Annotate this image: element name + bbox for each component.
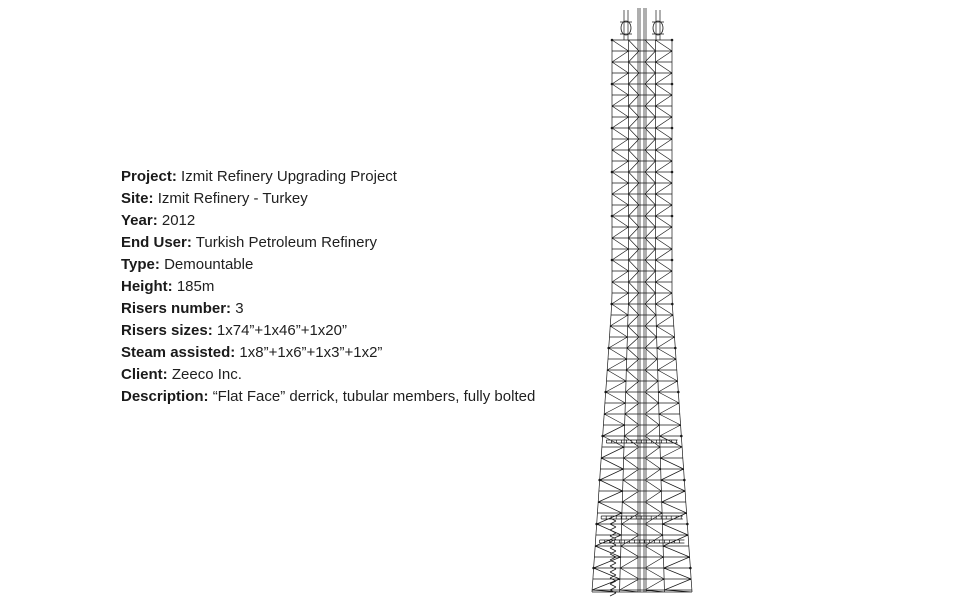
spec-row-description	[121, 386, 541, 408]
tower-joint	[671, 39, 674, 42]
tower-joint	[611, 39, 614, 42]
flare-derrick-tower-drawing	[570, 0, 720, 600]
tower-joint	[671, 83, 674, 86]
tower-joint	[595, 523, 598, 526]
tower-joint	[686, 523, 689, 526]
flare-tip	[653, 21, 663, 35]
tower-joint	[671, 127, 674, 130]
spec-value: 3	[235, 300, 244, 317]
spec-label: Year:	[121, 212, 158, 229]
tower-joint	[671, 303, 674, 306]
spec-value: Izmit Refinery - Turkey	[157, 190, 308, 207]
tower-joint	[671, 259, 674, 262]
tower-joint	[611, 83, 614, 86]
spec-value: “Flat Face” derrick, tubular members, fully bolted	[212, 388, 536, 405]
tower-joint	[677, 391, 680, 394]
tower-joint	[683, 479, 686, 482]
tower-joint	[689, 567, 692, 570]
spec-row-site	[121, 188, 541, 210]
spec-label: Height:	[121, 278, 173, 295]
tower-joint	[674, 347, 677, 350]
tower-joint	[601, 435, 604, 438]
tower-joint	[611, 259, 614, 262]
tower-joint	[680, 435, 683, 438]
tower-joint	[592, 567, 595, 570]
spec-row-client	[121, 364, 541, 386]
spec-value: 1x74”+1x46”+1x20”	[216, 322, 347, 339]
spec-row-risers-number	[121, 298, 541, 320]
spec-value: 185m	[176, 278, 215, 295]
spec-label: Project:	[121, 168, 177, 185]
tower-joint	[611, 215, 614, 218]
tower-joint	[671, 171, 674, 174]
spec-value: 2012	[161, 212, 196, 229]
spec-label: Type:	[121, 256, 160, 273]
spec-label: Client:	[121, 366, 168, 383]
spec-row-risers-sizes	[121, 320, 541, 342]
tower-joint	[610, 303, 613, 306]
spec-label: End User:	[121, 234, 192, 251]
tower-joint	[611, 127, 614, 130]
spec-value: Izmit Refinery Upgrading Project	[181, 168, 397, 185]
spec-row-project	[121, 166, 541, 188]
spec-row-steam-assisted	[121, 342, 541, 364]
spec-label: Steam assisted:	[121, 344, 236, 361]
tower-joint	[598, 479, 601, 482]
project-spec-list	[121, 166, 541, 408]
spec-row-end-user	[121, 232, 541, 254]
spec-label: Site:	[121, 190, 154, 207]
spec-value: Zeeco Inc.	[171, 366, 242, 383]
spec-label: Risers sizes:	[121, 322, 213, 339]
tower-joint	[671, 215, 674, 218]
tower-svg	[570, 0, 720, 600]
spec-row-height	[121, 276, 541, 298]
spec-value: Demountable	[164, 256, 254, 273]
tower-joint	[607, 347, 610, 350]
spec-row-year	[121, 210, 541, 232]
spec-label: Risers number:	[121, 300, 232, 317]
flare-tip	[621, 21, 631, 35]
spec-value: 1x8”+1x6”+1x3”+1x2”	[239, 344, 383, 361]
spec-row-type	[121, 254, 541, 276]
spec-label: Description:	[121, 388, 209, 405]
tower-lattice	[592, 8, 692, 596]
tower-joint	[604, 391, 607, 394]
tower-joint	[611, 171, 614, 174]
spec-value: Turkish Petroleum Refinery	[195, 234, 377, 251]
